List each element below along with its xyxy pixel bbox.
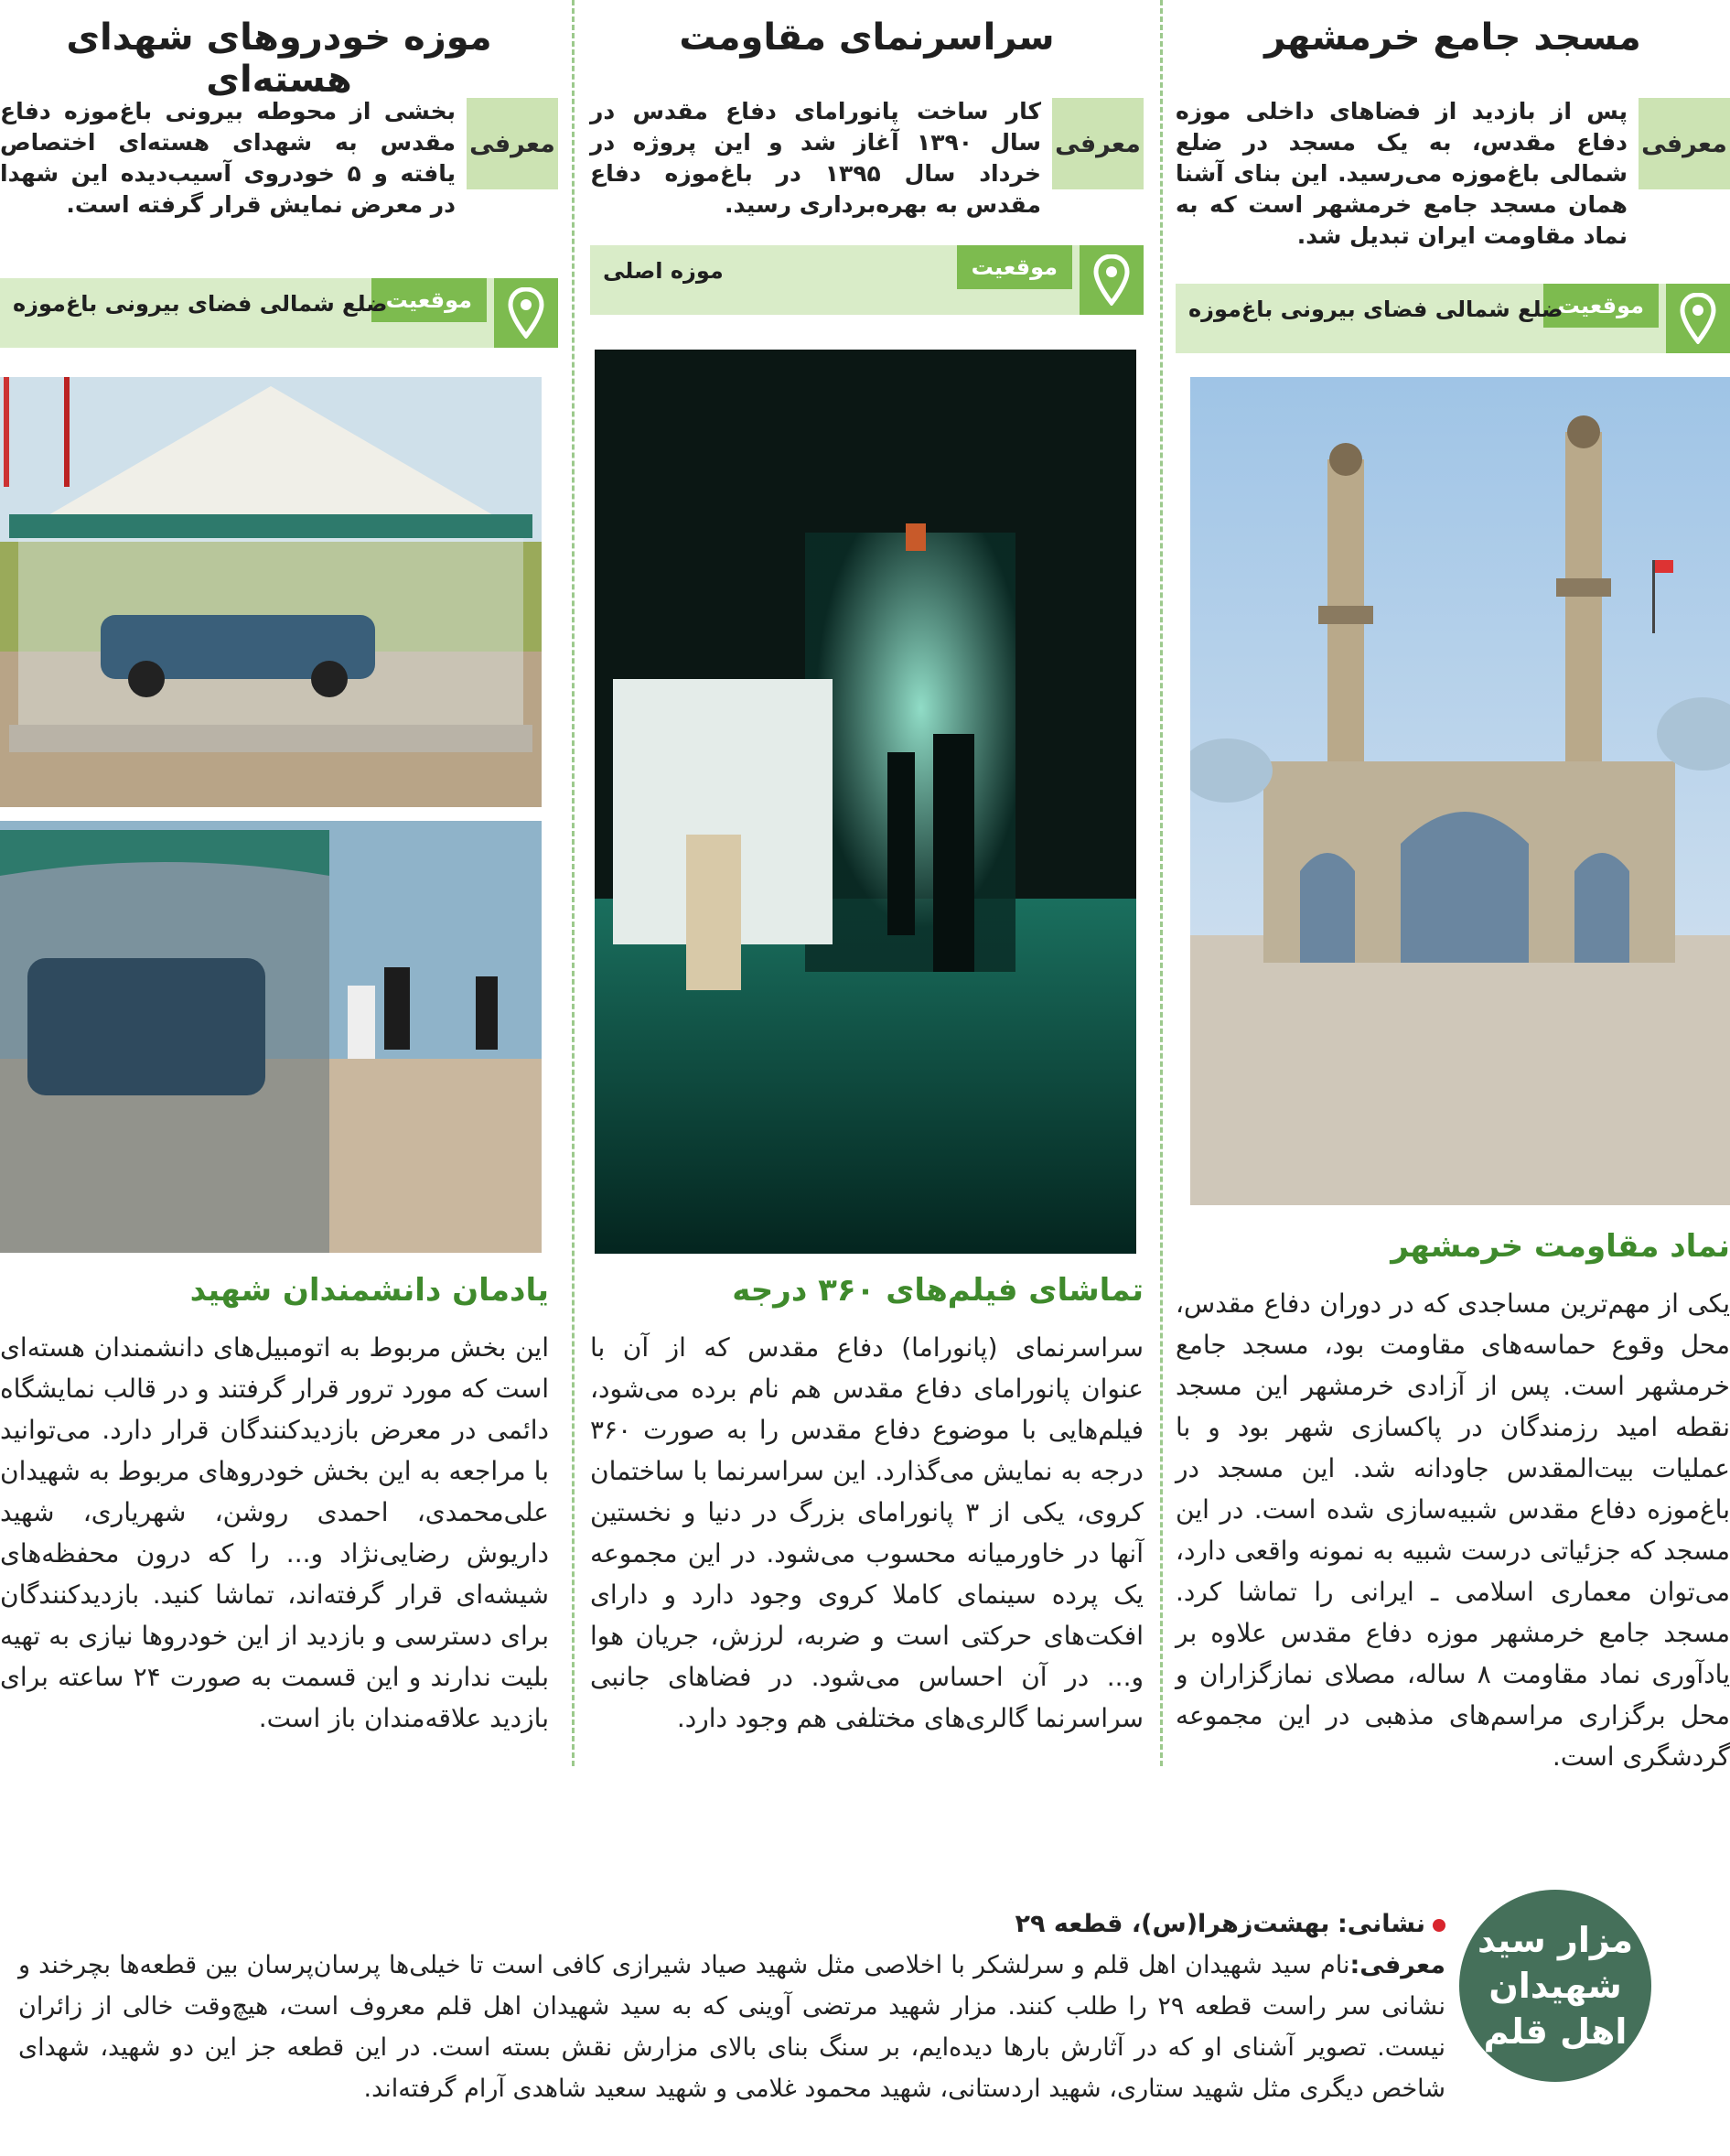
car-pavilion-photo	[0, 377, 542, 807]
column-divider	[1160, 0, 1163, 1766]
location-pin-icon	[1080, 245, 1144, 315]
location-label: موقعیت	[1543, 284, 1659, 328]
address-label: نشانی:	[1337, 1910, 1425, 1938]
intro-label: معرفی	[467, 98, 558, 189]
column-panorama	[590, 0, 1144, 1784]
subtitle: تماشای فیلم‌های ۳۶۰ درجه	[732, 1272, 1144, 1309]
intro-text: کار ساخت پانورامای دفاع مقدس در سال ۱۳۹۰ آغاز شد و این پروژه در خرداد سال ۱۳۹۵ در باغ‌موزه دفاع مقدس به بهره‌برداری رسید.	[590, 98, 1042, 218]
intro-text: بخشی از محوطه بیرونی باغ‌موزه دفاع مقدس به شهدای هسته‌ای اختصاص یافته و ۵ خودروی آسیب‌دیده این شهدا در معرض نمایش قرار گرفته است.	[0, 98, 456, 218]
mosque-photo	[1190, 377, 1730, 1205]
intro-paragraph	[18, 1945, 1445, 2109]
bullet-dot-icon	[1433, 1919, 1445, 1932]
car-closeup-photo	[0, 821, 542, 1253]
column-divider	[572, 0, 575, 1766]
location-text: ضلع شمالی فضای بیرونی باغ‌موزه	[13, 291, 388, 317]
section-title: سراسرنمای مقاومت	[679, 16, 1055, 59]
location-pin-icon	[1666, 284, 1730, 353]
section-title: مسجد جامع خرمشهر	[1264, 16, 1641, 59]
intro-row	[590, 96, 1144, 224]
column-nuclear-cars	[0, 0, 558, 1784]
body-text: سراسرنمای (پانوراما) دفاع مقدس که از آن با عنوان پانورامای دفاع مقدس هم نام برده می‌شود، فیلم‌هایی با موضوع دفاع مقدس را به صورت ۳۶۰ درجه به نمایش می‌گذارد. این سراسرنما با ساختمان کروی، یکی از ۳ پانورامای بزرگ در دنیا و نخستین آنها در خاورمیانه محسوب می‌شود. در این مجموعه یک پرده سینمای کاملا کروی وجود دارد و دارای افکت‌های حرکتی است و ضربه، لرزش، جریان هوا و... در آن احساس می‌شود. در فضاهای جانبی سراسرنما گالری‌های مختلفی هم وجود دارد.	[590, 1332, 1144, 1733]
intro-label: معرفی:	[1349, 1951, 1445, 1979]
intro-label: معرفی	[1052, 98, 1144, 189]
badge-line: شهیدان	[1488, 1966, 1622, 2006]
section-title: موزه خودروهای شهدای هسته‌ای	[66, 16, 492, 101]
body-text: این بخش مربوط به اتومبیل‌های دانشمندان هسته‌ای است که مورد ترور قرار گرفتند و در قالب نمایشگاه دائمی در معرض بازدیدکنندگان قرار دارد. می‌توانید با مراجعه به این بخش خودروهای مربوط به شهیدان علی‌محمدی، احمدی روشن، شهریاری، شهید داریوش رضایی‌نژاد و... را که درون محفظه‌های شیشه‌ای قرار گرفته‌اند، تماشا کنید. بازدیدکنندگان برای دسترسی و بازدید از این خودروها نیازی به تهیه بلیت ندارند و این قسمت به صورت ۲۴ ساعته برای بازدید علاقه‌مندان باز است.	[0, 1332, 549, 1733]
grave-badge	[1459, 1890, 1651, 2082]
location-text: موزه اصلی	[603, 258, 724, 284]
subtitle: نماد مقاومت خرمشهر	[1391, 1228, 1730, 1265]
location-bar	[1176, 284, 1730, 353]
column-mosque	[1176, 0, 1730, 1784]
location-label: موقعیت	[957, 245, 1072, 289]
badge-line: اهل قلم	[1483, 2011, 1628, 2052]
intro-row	[0, 96, 558, 224]
grave-info	[18, 1903, 1445, 2109]
address-line	[18, 1903, 1445, 1945]
intro-text: پس از بازدید از فضاهای داخلی موزه دفاع مقدس، به یک مسجد در ضلع شمالی باغ‌موزه می‌رسید. این بنای آشنا همان مسجد جامع خرمشهر است که به نماد مقاومت ایران تبدیل شد.	[1176, 98, 1628, 249]
location-pin-icon	[494, 278, 558, 348]
intro-text: نام سید شهیدان اهل قلم و سرلشکر با اخلاصی مثل شهید صیاد شیرازی کافی است تا خیلی‌ها پرسان‌پرسان بین قطعه‌ها بچرخند و نشانی سر راست قطعه ۲۹ را طلب کنند. مزار شهید مرتضی آوینی که به سید شهیدان اهل قلم معروف است، هیچ‌وقت خالی از زائران نیست. تصویر آشنای او که در آثارش بارها دیده‌ایم، بر سنگ بنای بالای مزارش نقش بسته است. در این قطعه جز این دو شهید، شهدای شاخص دیگری مثل شهید ستاری، شهید اردستانی، شهید محمود غلامی و شهید سعید شاهدی آرام گرفته‌اند.	[18, 1951, 1445, 2103]
location-bar	[590, 245, 1144, 315]
location-text: ضلع شمالی فضای بیرونی باغ‌موزه	[1188, 296, 1563, 322]
subtitle: یادمان دانشمندان شهید	[189, 1272, 549, 1309]
location-label: موقعیت	[371, 278, 487, 322]
intro-label: معرفی	[1639, 98, 1730, 189]
panorama-photo	[595, 350, 1136, 1254]
intro-row	[1176, 96, 1730, 249]
location-bar	[0, 278, 558, 348]
address-text: بهشت‌زهرا(س)، قطعه ۲۹	[1015, 1910, 1330, 1938]
badge-line: مزار سید	[1477, 1920, 1634, 1960]
body-text: یکی از مهم‌ترین مساجدی که در دوران دفاع مقدس، محل وقوع حماسه‌های مقاومت بود، مسجد جامع خرمشهر است. پس از آزادی خرمشهر این مسجد نقطه امید رزمندگان در پاکسازی شهر بود و با عملیات بیت‌المقدس جاودانه شد. این مسجد در باغ‌موزه دفاع مقدس شبیه‌سازی شده است. در این مسجد که جزئیاتی درست شبیه به نمونه واقعی دارد، می‌توان معماری اسلامی ـ ایرانی را تماشا کرد. مسجد جامع خرمشهر موزه دفاع مقدس علاوه بر یادآوری نماد مقاومت ۸ ساله، مصلای نمازگزاران و محل برگزاری مراسم‌های مذهبی در این مجموعه گردشگری است.	[1176, 1288, 1730, 1772]
